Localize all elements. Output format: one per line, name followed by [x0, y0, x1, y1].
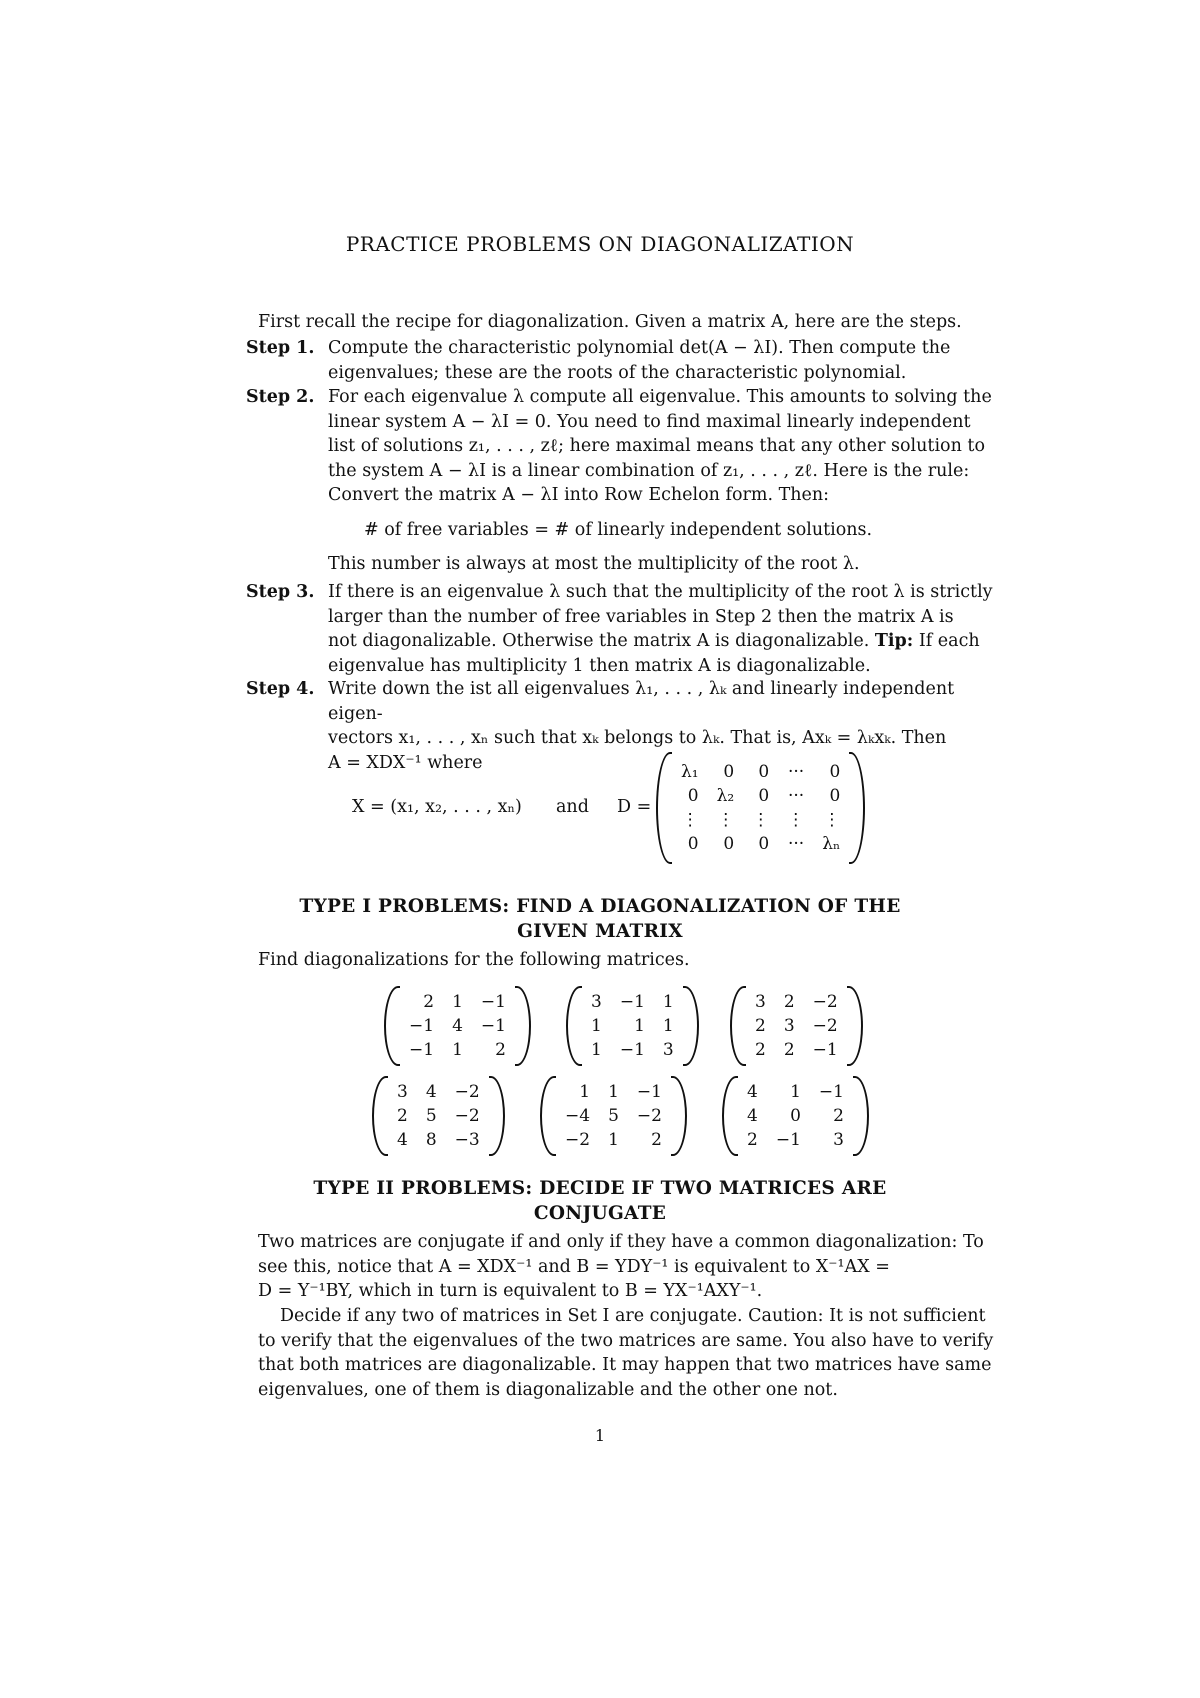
d-cell: λₙ [822, 834, 841, 854]
step-4-line: vectors x₁, . . . , xₙ such that xₖ belongs to λₖ. That is, Axₖ = λₖxₖ. Then [328, 728, 947, 748]
d-cell: 0 [829, 762, 841, 782]
type-1-matrix-2 [566, 986, 699, 1066]
step-1-line: eigenvalues; these are the roots of the characteristic polynomial. [328, 362, 907, 383]
d-cell: λ₂ [716, 786, 735, 806]
matrix-table [556, 1080, 671, 1152]
step-1-label: Step 1. [246, 338, 315, 358]
matrix-table [582, 990, 683, 1062]
d-cell: ··· [787, 834, 805, 854]
step-4-line: Write down the ist all eigenvalues λ₁, . . . , λₖ and linearly independent eigen- [328, 679, 955, 724]
left-paren [722, 1076, 738, 1156]
step-2-line: For each eigenvalue λ compute all eigenvalue. This amounts to solving the [328, 387, 992, 407]
matrix-cell: 3 [783, 1016, 795, 1036]
d-cell: ⋮ [787, 810, 805, 830]
step-3-line: eigenvalue has multiplicity 1 then matrix A is diagonalizable. [328, 655, 871, 676]
matrix-table [746, 990, 847, 1062]
type-2-paragraph-2 [258, 1304, 998, 1402]
matrix-cell: 1 [579, 1082, 591, 1102]
left-paren [566, 986, 582, 1066]
matrix-cell: 2 [755, 1040, 766, 1060]
matrix-cell: −1 [619, 1040, 645, 1060]
right-paren [671, 1076, 687, 1156]
step-2-label: Step 2. [246, 387, 315, 407]
matrix-cell: −2 [812, 1016, 838, 1036]
d-cell: ⋮ [823, 810, 841, 830]
matrix-cell: −1 [409, 1040, 435, 1060]
right-paren [847, 986, 863, 1066]
free-variables-formula: # of free variables = # of linearly independent solutions. [364, 519, 873, 540]
matrix-table [738, 1080, 853, 1152]
right-paren [683, 986, 699, 1066]
page-number: 1 [594, 1426, 606, 1445]
matrix-cell: 8 [425, 1130, 437, 1150]
matrix-cell: 4 [452, 1016, 463, 1036]
matrix-cell: 3 [591, 992, 602, 1012]
step-2-after-text: This number is always at most the multiplicity of the root λ. [328, 554, 860, 574]
x-matrix-formula: X = (x₁, x₂, . . . , xₙ) [352, 797, 522, 817]
matrix-cell: −2 [454, 1082, 480, 1102]
step-2-line: list of solutions z₁, . . . , zℓ; here maximal means that any other solution to [328, 436, 985, 456]
step-3-line: If there is an eigenvalue λ such that the multiplicity of the root λ is strictly [328, 582, 993, 602]
matrix-cell: 2 [495, 1040, 506, 1060]
matrix-cell: 1 [591, 1016, 602, 1036]
paragraph-line: Two matrices are conjugate if and only if they have a common diagonalization: To [258, 1232, 984, 1252]
matrix-cell: 1 [634, 1016, 645, 1036]
matrix-cell: −1 [812, 1040, 838, 1060]
matrix-cell: 2 [651, 1130, 662, 1150]
matrix-cell: −1 [775, 1130, 801, 1150]
and-word: and [556, 797, 589, 817]
matrix-cell: 3 [662, 1040, 674, 1060]
d-cell: ··· [787, 762, 805, 782]
type-2-heading-line: CONJUGATE [533, 1203, 667, 1224]
type-1-matrix-5 [540, 1076, 687, 1156]
paragraph-line: D = Y⁻¹BY, which in turn is equivalent to B = YX⁻¹AXY⁻¹. [258, 1281, 763, 1301]
matrix-cell: 2 [783, 992, 795, 1012]
d-cell: 0 [758, 834, 770, 854]
d-cell: λ₁ [681, 762, 699, 782]
type-1-matrix-6 [722, 1076, 869, 1156]
paragraph-line: Decide if any two of matrices in Set I are conjugate. Caution: It is not sufficient [280, 1306, 986, 1326]
step-1 [246, 336, 1006, 385]
matrix-cell: 5 [608, 1106, 619, 1126]
left-paren [656, 752, 672, 864]
matrix-cell: 3 [397, 1082, 408, 1102]
matrix-cell: 1 [790, 1082, 801, 1102]
type-1-heading [0, 894, 1200, 944]
matrix-cell: −1 [480, 992, 506, 1012]
matrix-cell: −4 [565, 1106, 591, 1126]
d-label: D = [617, 797, 652, 817]
tip-label: Tip: [874, 631, 914, 651]
d-cell: 0 [687, 834, 699, 854]
step-4 [246, 677, 1006, 775]
d-matrix [656, 752, 865, 864]
type-1-matrix-4 [372, 1076, 505, 1156]
matrix-cell: 1 [591, 1040, 602, 1060]
type-1-instruction: Find diagonalizations for the following matrices. [258, 950, 690, 970]
matrix-table [400, 990, 515, 1062]
type-2-heading [0, 1176, 1200, 1226]
right-paren [849, 752, 865, 864]
matrix-cell: −2 [565, 1130, 591, 1150]
page-title: PRACTICE PROBLEMS ON DIAGONALIZATION [345, 232, 855, 256]
step-3-line [328, 629, 1006, 654]
matrix-table [388, 1080, 489, 1152]
step-3 [246, 580, 1006, 678]
matrix-cell: 4 [747, 1106, 758, 1126]
right-paren [853, 1076, 869, 1156]
matrix-cell: 1 [452, 1040, 463, 1060]
step-2-line: the system A − λI is a linear combination of z₁, . . . , zℓ. Here is the rule: [328, 460, 970, 481]
matrix-cell: −1 [480, 1016, 506, 1036]
d-cell: ··· [787, 786, 805, 806]
matrix-cell: 4 [425, 1082, 437, 1102]
matrix-cell: 0 [790, 1106, 801, 1126]
step-3-line: larger than the number of free variables in Step 2 then the matrix A is [328, 606, 954, 627]
paragraph-line: eigenvalues, one of them is diagonalizable and the other one not. [258, 1379, 838, 1400]
d-matrix-table [672, 760, 849, 856]
left-paren [730, 986, 746, 1066]
matrix-cell: 4 [747, 1082, 758, 1102]
left-paren [540, 1076, 556, 1156]
matrix-cell: −1 [636, 1082, 662, 1102]
matrix-cell: 3 [833, 1130, 844, 1150]
matrix-cell: 2 [397, 1106, 408, 1126]
matrix-cell: −3 [454, 1130, 480, 1150]
d-cell: ⋮ [717, 810, 735, 830]
paragraph-line: to verify that the eigenvalues of the two matrices are same. You also have to verify [258, 1330, 994, 1351]
step-3-label: Step 3. [246, 582, 315, 602]
matrix-cell: −2 [812, 992, 838, 1012]
d-cell: 0 [723, 834, 735, 854]
intro-text: First recall the recipe for diagonalization. Given a matrix A, here are the steps. [258, 312, 962, 332]
matrix-cell: 2 [833, 1106, 844, 1126]
matrix-cell: −1 [818, 1082, 844, 1102]
matrix-cell: 1 [608, 1082, 619, 1102]
matrix-cell: 5 [425, 1106, 437, 1126]
matrix-cell: 2 [783, 1040, 795, 1060]
matrix-cell: 1 [452, 992, 463, 1012]
type-1-matrix-3 [730, 986, 863, 1066]
matrix-cell: 2 [747, 1130, 758, 1150]
matrix-cell: 1 [608, 1130, 619, 1150]
right-paren [515, 986, 531, 1066]
matrix-cell: −1 [619, 992, 645, 1012]
paragraph-line: that both matrices are diagonalizable. It may happen that two matrices have same [258, 1355, 992, 1375]
matrix-cell: −1 [409, 1016, 435, 1036]
step-2-line: linear system A − λI = 0. You need to find maximal linearly independent [328, 411, 971, 432]
left-paren [384, 986, 400, 1066]
tip-text: If each [918, 631, 980, 651]
type-1-matrix-1 [384, 986, 531, 1066]
d-cell: 0 [758, 786, 770, 806]
step-4-line: A = XDX⁻¹ where [328, 752, 483, 773]
matrix-cell: 1 [662, 992, 674, 1012]
right-paren [489, 1076, 505, 1156]
step-2-line: Convert the matrix A − λI into Row Echelon form. Then: [328, 485, 830, 505]
matrix-cell: 3 [755, 992, 766, 1012]
d-cell: 0 [829, 786, 841, 806]
matrix-cell: 2 [755, 1016, 766, 1036]
d-cell: 0 [687, 786, 699, 806]
type-1-heading-line: TYPE I PROBLEMS: FIND A DIAGONALIZATION OF THE [299, 896, 901, 917]
type-2-heading-line: TYPE II PROBLEMS: DECIDE IF TWO MATRICES ARE [313, 1178, 887, 1199]
paragraph-line: see this, notice that A = XDX⁻¹ and B = YDY⁻¹ is equivalent to X⁻¹AX = [258, 1256, 890, 1277]
d-cell: ⋮ [752, 810, 770, 830]
step-1-line: Compute the characteristic polynomial det(A − λI). Then compute the [328, 338, 951, 358]
matrix-cell: 1 [662, 1016, 674, 1036]
step-2 [246, 385, 1006, 577]
d-cell: 0 [758, 762, 770, 782]
type-2-paragraph-1 [258, 1230, 998, 1304]
step-4-label: Step 4. [246, 679, 315, 699]
matrix-cell: −2 [454, 1106, 480, 1126]
d-cell: 0 [723, 762, 735, 782]
d-cell: ⋮ [681, 810, 699, 830]
step-3-line-text: not diagonalizable. Otherwise the matrix A is diagonalizable. [328, 631, 870, 651]
type-1-heading-line: GIVEN MATRIX [517, 921, 683, 942]
matrix-cell: 4 [397, 1130, 408, 1150]
matrix-cell: 2 [423, 992, 435, 1012]
matrix-cell: −2 [636, 1106, 662, 1126]
left-paren [372, 1076, 388, 1156]
